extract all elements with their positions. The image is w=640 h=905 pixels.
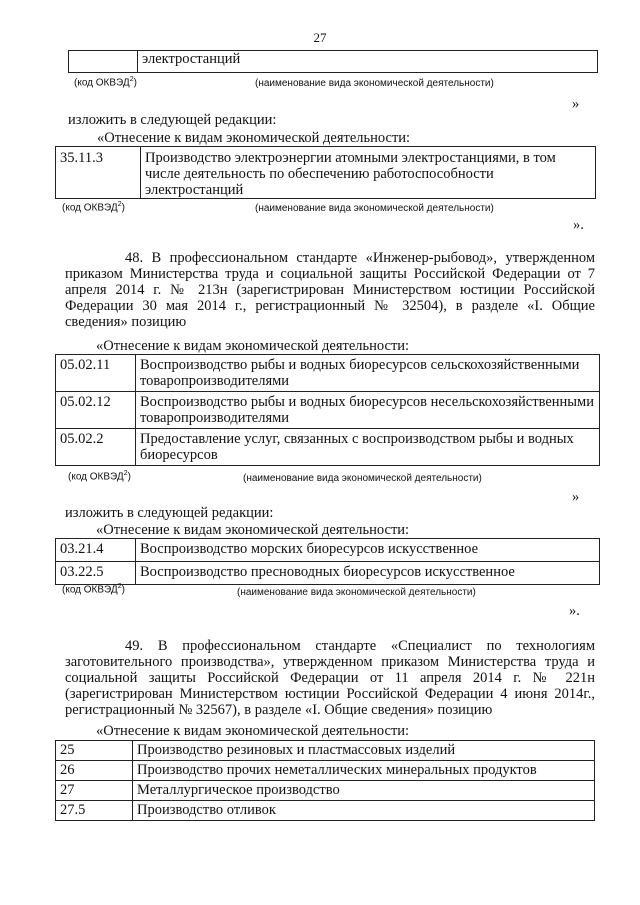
table-row bbox=[56, 741, 595, 761]
table-row bbox=[56, 539, 600, 562]
okved-table bbox=[68, 50, 598, 73]
activity-name: Металлургическое производство bbox=[133, 781, 595, 801]
okved-code-caption: (код ОКВЭД$^2$) bbox=[74, 76, 137, 89]
quote-end: » bbox=[572, 489, 580, 505]
okved-code: 03.22.5 bbox=[56, 562, 136, 585]
activity-name: Производство электроэнергии атомными электростанциями, в том числе деятельность по обеспечению работоспособности электростанций bbox=[141, 147, 596, 199]
okved-code-caption: (код ОКВЭД$^2$) bbox=[62, 583, 125, 596]
okved-code: 25 bbox=[56, 741, 133, 761]
table-row bbox=[56, 147, 596, 199]
activity-name: электростанций bbox=[138, 51, 598, 73]
activity-name: Производство резиновых и пластмассовых изделий bbox=[133, 741, 595, 761]
activity-name: Производство отливок bbox=[133, 801, 595, 821]
okved-table bbox=[55, 354, 600, 466]
table-row bbox=[56, 429, 600, 466]
activity-name-caption: (наименование вида экономической деятельности) bbox=[255, 203, 494, 214]
activity-name: Воспроизводство пресноводных биоресурсов искусственное bbox=[136, 562, 600, 585]
quote-end: » bbox=[572, 96, 580, 112]
activity-name: Предоставление услуг, связанных с воспроизводством рыбы и водных биоресурсов bbox=[136, 429, 600, 466]
replace-intro: изложить в следующей редакции: bbox=[68, 112, 277, 128]
quote-end: ». bbox=[573, 217, 584, 233]
table-row bbox=[56, 562, 600, 585]
activity-name: Воспроизводство рыбы и водных биоресурсов сельскохозяйственными товаропроизводителями bbox=[136, 355, 600, 392]
okved-code: 26 bbox=[56, 761, 133, 781]
okved-code: 35.11.3 bbox=[56, 147, 141, 199]
table-row bbox=[69, 51, 598, 73]
okved-code: 05.02.11 bbox=[56, 355, 136, 392]
activity-name-caption: (наименование вида экономической деятельности) bbox=[255, 78, 494, 89]
okved-code: 27.5 bbox=[56, 801, 133, 821]
relation-header: «Отнесение к видам экономической деятельности: bbox=[96, 338, 410, 354]
activity-name: Воспроизводство рыбы и водных биоресурсов несельскохозяйственными товаропроизводителями bbox=[136, 392, 600, 429]
okved-table bbox=[55, 740, 595, 821]
paragraph-49: 49. В профессиональном стандарте «Специалист по технологиям заготовительного производства», утвержденном приказом Министерства труда и социальной защиты Российской Федерации от 11 апреля 2014 г. № 221н (зарегистрирован Министерством юстиции Российской Федерации 4 июня 2014г., регистрационный № 32567), в разделе «I. Общие сведения» позицию bbox=[65, 638, 595, 718]
okved-code-caption: (код ОКВЭД$^2$) bbox=[62, 201, 125, 214]
okved-code-caption: (код ОКВЭД$^2$) bbox=[68, 470, 131, 483]
okved-code bbox=[69, 51, 138, 73]
table-row bbox=[56, 392, 600, 429]
activity-name-caption: (наименование вида экономической деятельности) bbox=[243, 473, 482, 484]
okved-code: 03.21.4 bbox=[56, 539, 136, 562]
page-number: 27 bbox=[313, 30, 327, 45]
relation-header: «Отнесение к видам экономической деятельности: bbox=[96, 522, 410, 538]
okved-table bbox=[55, 146, 596, 199]
activity-name-caption: (наименование вида экономической деятельности) bbox=[237, 587, 476, 598]
okved-code: 05.02.12 bbox=[56, 392, 136, 429]
activity-name: Производство прочих неметаллических минеральных продуктов bbox=[133, 761, 595, 781]
table-row bbox=[56, 355, 600, 392]
okved-table bbox=[55, 538, 600, 585]
okved-code: 05.02.2 bbox=[56, 429, 136, 466]
table-row bbox=[56, 761, 595, 781]
quote-end: ». bbox=[569, 603, 580, 619]
replace-intro: изложить в следующей редакции: bbox=[65, 505, 274, 521]
paragraph-48: 48. В профессиональном стандарте «Инженер-рыбовод», утвержденном приказом Министерства труда и социальной защиты Российской Федерации от 7 апреля 2014 г. № 213н (зарегистрирован Министерством юстиции Российской Федерации 30 мая 2014 г., регистрационный № 32504), в разделе «I. Общие сведения» позицию bbox=[65, 250, 595, 330]
relation-header: «Отнесение к видам экономической деятельности: bbox=[97, 130, 411, 146]
activity-name: Воспроизводство морских биоресурсов искусственное bbox=[136, 539, 600, 562]
table-row bbox=[56, 801, 595, 821]
okved-code: 27 bbox=[56, 781, 133, 801]
relation-header: «Отнесение к видам экономической деятельности: bbox=[96, 723, 410, 739]
table-row bbox=[56, 781, 595, 801]
